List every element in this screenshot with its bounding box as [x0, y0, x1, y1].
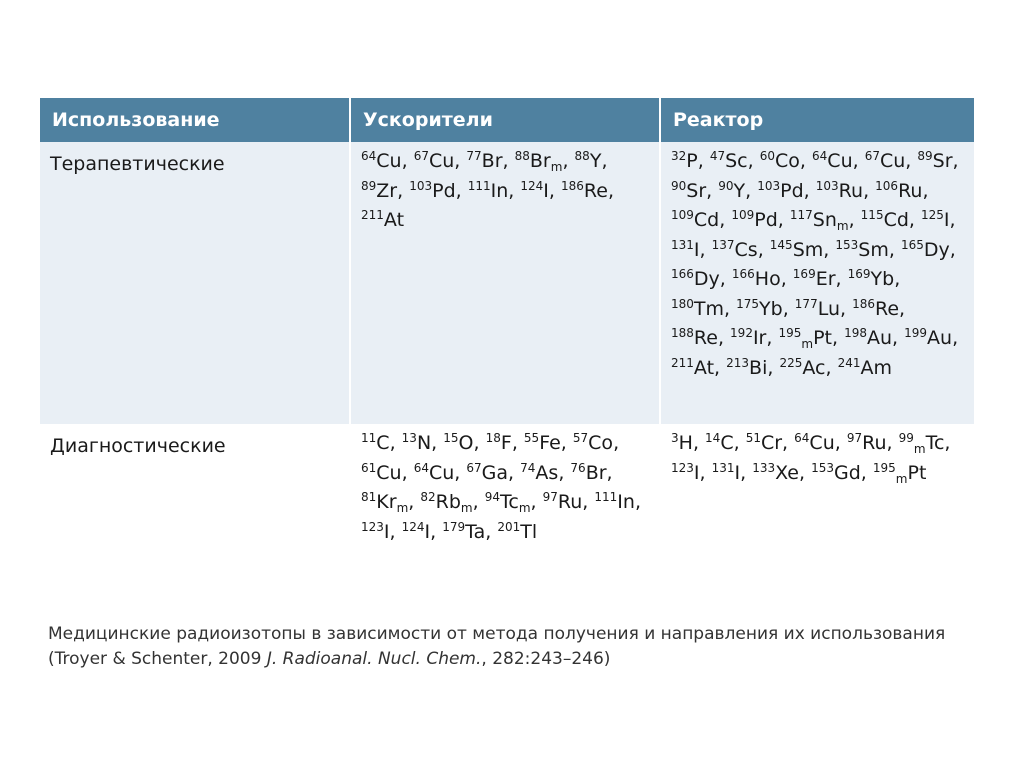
isotope-67ga: $^{67}$Ga,: [466, 460, 515, 484]
isotope-169er: $^{169}$Er,: [792, 267, 842, 290]
isotope-77br: $^{77}$Br,: [466, 149, 509, 172]
isotope-89sr: $^{89}$Sr,: [917, 149, 959, 172]
isotope-60co: $^{60}$Co,: [759, 149, 806, 172]
isotope-88brm: $^{88}Br_m$,: [514, 149, 569, 174]
figure-caption: [48, 622, 988, 672]
isotope-124i: $^{124}$I,: [520, 178, 555, 202]
isotope-195ptm: $^{195}_m$Pt,: [778, 326, 839, 351]
accelerators-cell: [350, 142, 660, 424]
isotope-table: [40, 98, 974, 553]
isotope-145sm: $^{145}$Sm,: [769, 237, 830, 261]
isotope-109pd: $^{109}$Pd,: [731, 208, 784, 231]
isotope-67cu: $^{67}$Cu,: [413, 149, 461, 172]
isotope-133xe: $^{133}$Xe,: [752, 460, 806, 484]
isotope-57co: $^{57}$Co,: [572, 431, 620, 454]
isotope-225ac: $^{225}$Ac,: [779, 355, 832, 379]
table-row-diagnostic: [40, 424, 974, 553]
isotope-90sr: $^{90}$Sr,: [671, 178, 713, 202]
isotope-201tl: $^{201}$Tl: [497, 519, 538, 543]
isotope-74as: $^{74}$As,: [520, 460, 565, 484]
isotope-211at: $^{211}$At: [361, 208, 405, 231]
isotope-125i: $^{125}$I,: [921, 208, 956, 231]
isotope-11c: $^{11}$C,: [361, 431, 396, 454]
isotope-166dy: $^{166}$Dy,: [671, 267, 726, 290]
isotope-115cd: $^{115}$Cd,: [860, 208, 915, 231]
accelerators-cell: [350, 424, 660, 553]
caption-text-before: Медицинские радиоизотопы в зависимости от метода получения и направления их использования (Troyer & Schenter, 2009: [48, 624, 946, 669]
isotope-82rbm: $^{82}Rb_m$,: [420, 490, 479, 515]
table-row-therapeutic: [40, 142, 974, 424]
isotope-211at: $^{211}$At,: [671, 355, 721, 379]
header-reactor: Реактор: [660, 98, 974, 142]
isotope-89zr: $^{89}$Zr,: [361, 178, 404, 202]
isotope-123i: $^{123}$I,: [671, 460, 706, 484]
isotope-195ptm: $^{195}_m$Pt: [872, 460, 927, 486]
reactor-cell: [660, 142, 974, 424]
isotope-153gd: $^{153}$Gd,: [811, 460, 867, 484]
isotope-13n: $^{13}$N,: [401, 431, 438, 454]
isotope-241am: $^{241}$Am: [837, 355, 892, 379]
isotope-106ru: $^{106}$Ru,: [875, 178, 929, 202]
isotope-124i: $^{124}$I,: [401, 519, 437, 543]
isotope-64cu: $^{64}$Cu,: [361, 149, 408, 172]
isotope-14c: $^{14}$C,: [705, 431, 740, 454]
isotope-64cu: $^{64}$Cu,: [794, 431, 841, 454]
isotope-47sc: $^{47}$Sc,: [709, 149, 754, 172]
isotope-111in: $^{111}$In,: [467, 178, 515, 202]
isotope-179ta: $^{179}$Ta,: [442, 519, 492, 543]
table-header-row: [40, 98, 974, 142]
reactor-cell: [660, 424, 974, 553]
isotope-64cu: $^{64}$Cu,: [413, 460, 461, 484]
isotope-213bi: $^{213}$Bi,: [726, 355, 774, 379]
header-accelerators: Ускорители: [350, 98, 660, 142]
isotope-32p: $^{32}$P,: [671, 149, 704, 172]
isotope-88y: $^{88}$Y,: [574, 149, 608, 172]
caption-journal: J. Radioanal. Nucl. Chem.: [266, 649, 482, 669]
caption-text-after: , 282:243–246): [481, 649, 611, 669]
isotope-198au: $^{198}$Au,: [844, 326, 899, 349]
isotope-199au: $^{199}$Au,: [904, 326, 959, 349]
isotope-51cr: $^{51}$Cr,: [745, 431, 789, 454]
isotope-131i: $^{131}$I,: [671, 237, 706, 261]
isotope-15o: $^{15}$O,: [443, 431, 480, 454]
isotope-103pd: $^{103}$Pd,: [757, 178, 810, 202]
isotope-131i: $^{131}$I,: [711, 460, 747, 484]
isotope-137cs: $^{137}$Cs,: [711, 237, 764, 261]
isotope-94tcm: $^{94}Tc_m$,: [484, 490, 537, 515]
isotope-153sm: $^{153}$Sm,: [835, 237, 895, 261]
isotope-177lu: $^{177}$Lu,: [794, 296, 847, 320]
isotope-165dy: $^{165}$Dy,: [900, 237, 956, 261]
header-usage: Использование: [40, 98, 350, 142]
isotope-117snm: $^{117}Sn_m$,: [789, 208, 855, 233]
isotope-55fe: $^{55}$Fe,: [523, 431, 567, 454]
isotope-81krm: $^{81}Kr_m$,: [361, 490, 415, 515]
usage-cell: Диагностические: [40, 424, 350, 553]
isotope-103pd: $^{103}$Pd,: [409, 178, 462, 202]
isotope-76br: $^{76}$Br,: [570, 460, 613, 484]
usage-cell: Терапевтические: [40, 142, 350, 424]
isotope-97ru: $^{97}$Ru,: [542, 490, 589, 513]
isotope-169yb: $^{169}$Yb,: [847, 267, 901, 290]
isotope-103ru: $^{103}$Ru,: [815, 178, 870, 202]
isotope-99tcm: $^{99}_m$Tc,: [898, 431, 951, 456]
isotope-166ho: $^{166}$Ho,: [731, 267, 787, 290]
isotope-192ir: $^{192}$Ir,: [730, 326, 773, 349]
isotope-3h: $^3$H,: [671, 431, 699, 454]
isotope-90y: $^{90}$Y,: [718, 178, 752, 202]
isotope-175yb: $^{175}$Yb,: [736, 296, 789, 320]
isotope-97ru: $^{97}$Ru,: [846, 431, 893, 454]
isotope-180tm: $^{180}$Tm,: [671, 296, 731, 320]
isotope-188re: $^{188}$Re,: [671, 326, 724, 349]
isotope-186re: $^{186}$Re,: [561, 178, 614, 202]
isotope-111in: $^{111}$In,: [594, 490, 641, 513]
isotope-18f: $^{18}$F,: [485, 431, 518, 454]
isotope-64cu: $^{64}$Cu,: [812, 149, 859, 172]
isotope-186re: $^{186}$Re,: [852, 296, 906, 320]
isotope-109cd: $^{109}$Cd,: [671, 208, 726, 231]
isotope-123i: $^{123}$I,: [361, 519, 396, 543]
isotope-67cu: $^{67}$Cu,: [864, 149, 912, 172]
isotope-61cu: $^{61}$Cu,: [361, 460, 408, 484]
